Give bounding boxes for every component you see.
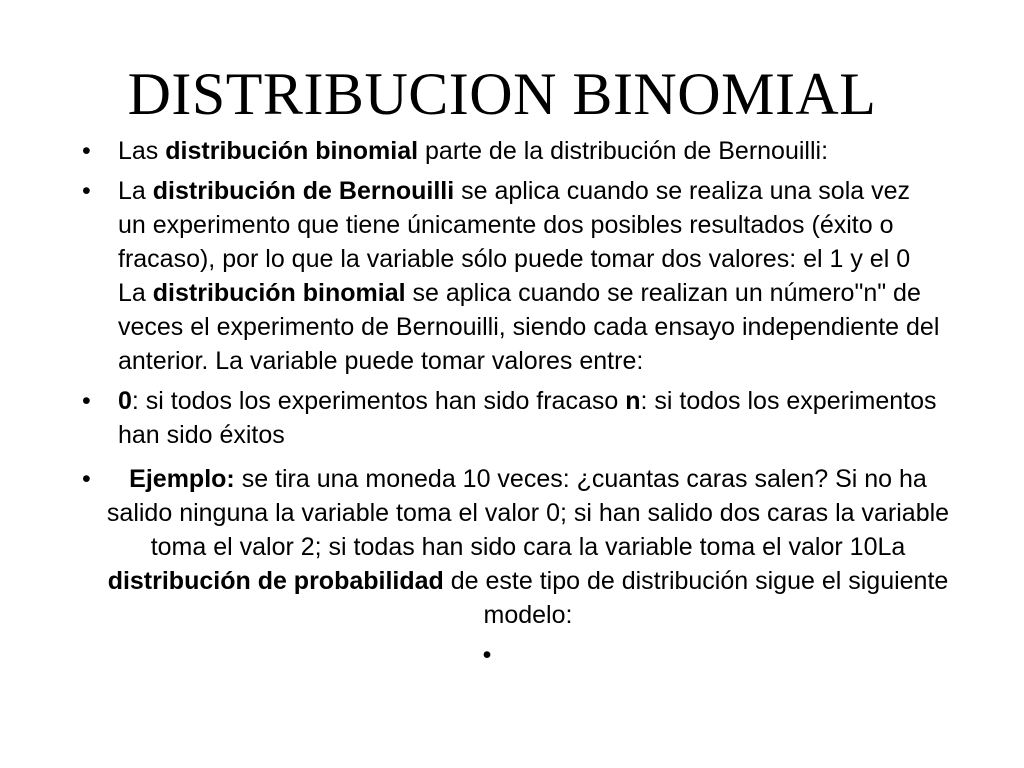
bold-run: distribución de Bernouilli [152, 177, 455, 205]
bullet-item-2 [0, 174, 1024, 378]
slide-title: DISTRIBUCION BINOMIAL [127, 61, 877, 127]
bullet-dot-icon: • [82, 465, 91, 493]
text-run: Las [118, 137, 166, 165]
bullet-dot-icon: • [82, 137, 91, 165]
bullet-item-4 [0, 462, 1024, 632]
bullet-dot-icon: • [82, 387, 91, 415]
text-run: parte de la distribución de Bernouilli: [418, 137, 829, 165]
bold-run: distribución binomial [152, 279, 406, 307]
text-run: se aplica cuando se realizan un número"n" de veces el experimento de Bernouilli, siendo cada ensayo independiente del anterior. La variable puede tomar valores entre: [118, 279, 940, 375]
text-run: La [118, 177, 153, 205]
text-run: se tira una moneda 10 veces: ¿cuantas caras salen? Si no ha salido ninguna la variable toma el valor 0; si han salido dos caras la variable toma el valor 2; si todas han sido cara la variable toma el valor 10La [106, 465, 950, 561]
bullet-item-3 [0, 384, 1024, 452]
text-run: de este tipo de distribución sigue el siguiente modelo: [443, 567, 949, 629]
bold-run: distribución de probabilidad [107, 567, 444, 595]
bullet-item-5-empty [0, 638, 1024, 672]
text-run: : si todos los experimentos han sido éxitos [118, 387, 937, 449]
text-run: : si todos los experimentos han sido fracaso [131, 387, 626, 415]
bullet-list [0, 134, 1024, 678]
bullet-dot-icon: • [82, 177, 91, 205]
bold-run: 0 [118, 387, 132, 415]
bullet-dot-icon: • [482, 641, 492, 669]
bold-run: n [625, 387, 641, 415]
text-run: se aplica cuando se realiza una sola vez un experimento que tiene únicamente dos posibles resultados (éxito o fracaso), por lo que la variable sólo puede tomar dos valores: el 1 y el 0 La [118, 177, 911, 307]
bold-run: Ejemplo: [129, 465, 235, 493]
bullet-item-1 [0, 134, 1024, 168]
bold-run: distribución binomial [165, 137, 419, 165]
